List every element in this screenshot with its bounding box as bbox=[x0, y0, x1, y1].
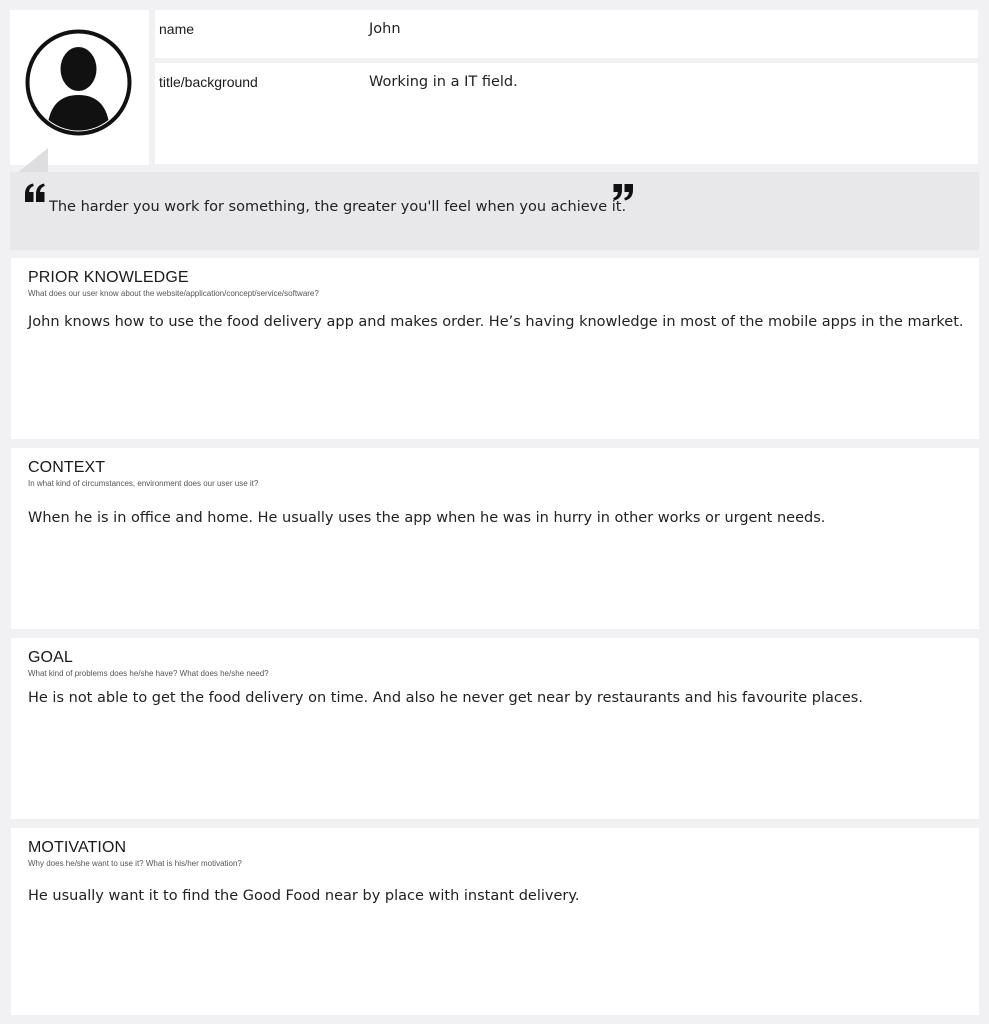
title-background-row bbox=[155, 63, 978, 164]
motivation-card bbox=[11, 828, 979, 1015]
speech-tail bbox=[10, 148, 48, 174]
section-title: GOAL bbox=[28, 649, 73, 666]
prior-knowledge-card bbox=[11, 258, 979, 439]
goal-card bbox=[11, 638, 979, 819]
context-card bbox=[11, 448, 979, 629]
section-title: PRIOR KNOWLEDGE bbox=[28, 269, 189, 286]
name-label: name bbox=[159, 21, 195, 37]
section-subtitle: What does our user know about the website/application/concept/service/software? bbox=[28, 289, 319, 298]
name-row bbox=[155, 10, 978, 58]
section-subtitle: What kind of problems does he/she have? What does he/she need? bbox=[28, 669, 269, 678]
section-title: MOTIVATION bbox=[28, 839, 127, 856]
section-body: He usually want it to find the Good Food near by place with instant delivery. bbox=[28, 888, 580, 904]
user-silhouette-icon bbox=[25, 29, 132, 136]
section-title: CONTEXT bbox=[28, 459, 106, 476]
section-body: John knows how to use the food delivery app and makes order. He’s having knowledge in most of the mobile apps in the market. bbox=[28, 314, 964, 330]
title-background-value: Working in a IT field. bbox=[369, 74, 518, 90]
section-body: When he is in office and home. He usually uses the app when he was in hurry in other works or urgent needs. bbox=[28, 510, 826, 526]
section-subtitle: In what kind of circumstances, environment does our user use it? bbox=[28, 479, 259, 488]
title-background-label: title/background bbox=[159, 74, 258, 90]
section-body: He is not able to get the food delivery on time. And also he never get near by restaurants and his favourite places. bbox=[28, 690, 863, 706]
open-quote-icon bbox=[24, 183, 46, 203]
name-value: John bbox=[369, 21, 401, 37]
quote-text: The harder you work for something, the greater you'll feel when you achieve it. bbox=[49, 199, 627, 215]
section-subtitle: Why does he/she want to use it? What is his/her motivation? bbox=[28, 859, 242, 868]
